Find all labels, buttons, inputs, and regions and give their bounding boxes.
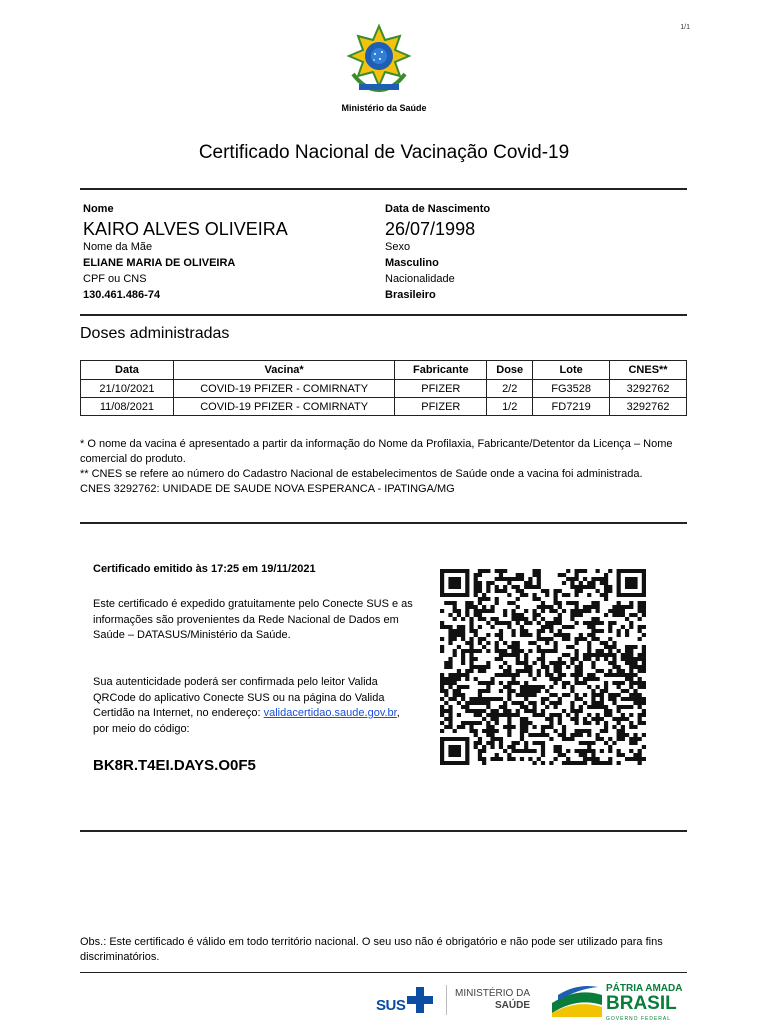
cpf-label: CPF ou CNS <box>83 273 147 285</box>
cell-lot: FD7219 <box>533 398 610 416</box>
authenticity-text-end: , por meio do código: <box>93 707 400 735</box>
authenticity-info <box>93 675 413 737</box>
validation-link[interactable]: validacertidao.saude.gov.br <box>263 707 397 719</box>
name-label: Nome <box>83 203 114 215</box>
validation-code: BK8R.T4EI.DAYS.O0F5 <box>93 757 256 774</box>
certificate-info-text: Este certificado é expedido gratuitamente pelo Conecte SUS e as informações são provenientes da Rede Nacional de Dados em Saúde – DATASUS/Ministério da Saúde. <box>93 598 413 641</box>
qr-code[interactable] <box>440 569 646 765</box>
footnote-vaccine: * O nome da vacina é apresentado a partir da informação do Nome da Profilaxia, Fabricante/Detentor da Licença – Nome comercial do produto. <box>80 438 673 465</box>
certificate-info <box>93 597 413 644</box>
sex-value: Masculino <box>385 257 439 269</box>
brasil-line1: PÁTRIA AMADA <box>606 983 683 994</box>
page-title: Certificado Nacional de Vacinação Covid-19 <box>198 142 570 163</box>
nationality-value: Brasileiro <box>385 289 436 301</box>
cell-lot: FG3528 <box>533 380 610 398</box>
cpf-value: 130.461.486-74 <box>83 289 161 301</box>
col-header-data: Data <box>81 361 174 380</box>
observation-note: Obs.: Este certificado é válido em todo território nacional. O seu uso não é obrigatório e não pode ser utilizado para fins discriminatórios. <box>80 936 663 963</box>
ministry-label: Ministério da Saúde <box>341 103 427 113</box>
cell-date: 21/10/2021 <box>81 380 174 398</box>
footer-divider <box>80 972 687 973</box>
col-header-vacina: Vacina* <box>173 361 395 380</box>
emission-timestamp: Certificado emitido às 17:25 em 19/11/2021 <box>93 563 316 575</box>
birth-date: 26/07/1998 <box>385 219 476 239</box>
ministry-footer-line2: SAÚDE <box>495 1000 531 1011</box>
table-row <box>81 380 687 398</box>
footnote-cnes: ** CNES se refere ao número do Cadastro Nacional de estabelecimentos de Saúde onde a vacina foi administrada. <box>80 468 643 480</box>
table-header-row <box>81 361 687 380</box>
cell-manufacturer: PFIZER <box>395 398 487 416</box>
cell-dose: 1/2 <box>487 398 533 416</box>
brasil-line2: BRASIL <box>606 993 677 1014</box>
doses-table <box>80 360 687 416</box>
birth-label: Data de Nascimento <box>385 203 491 215</box>
cell-cnes: 3292762 <box>610 380 687 398</box>
doses-title: Doses administradas <box>80 325 230 342</box>
authenticity-text: Sua autenticidade poderá ser confirmada pelo leitor Valida QRCode do aplicativo Conecte SUS ou na página do Valida Certidão na Internet, no endereço: <box>93 676 385 719</box>
cell-vaccine: COVID-19 PFIZER - COMIRNATY <box>173 398 395 416</box>
divider <box>80 830 687 832</box>
brasil-logo-text <box>606 983 682 1025</box>
page-number: 1/1 <box>680 24 690 31</box>
ministry-footer <box>455 988 530 1012</box>
cell-manufacturer: PFIZER <box>395 380 487 398</box>
footer-separator <box>446 985 447 1015</box>
footnotes <box>80 437 687 497</box>
divider <box>80 522 687 524</box>
sus-cross-icon <box>407 985 433 1015</box>
cell-cnes: 3292762 <box>610 398 687 416</box>
divider <box>80 314 687 316</box>
divider <box>80 188 687 190</box>
sus-logo-text: SUS <box>376 996 406 1014</box>
ministry-footer-line1: MINISTÉRIO DA <box>455 988 531 999</box>
coat-of-arms-icon <box>345 24 413 96</box>
col-header-lote: Lote <box>533 361 610 380</box>
brasil-flag-icon <box>552 983 602 1017</box>
brasil-line3: GOVERNO FEDERAL <box>606 1016 672 1022</box>
col-header-dose: Dose <box>487 361 533 380</box>
nationality-label: Nacionalidade <box>385 273 455 285</box>
cell-dose: 2/2 <box>487 380 533 398</box>
person-name: KAIRO ALVES OLIVEIRA <box>83 219 288 239</box>
col-header-fabricante: Fabricante <box>395 361 487 380</box>
cell-date: 11/08/2021 <box>81 398 174 416</box>
sex-label: Sexo <box>385 241 411 253</box>
cell-vaccine: COVID-19 PFIZER - COMIRNATY <box>173 380 395 398</box>
col-header-cnes: CNES** <box>610 361 687 380</box>
table-row <box>81 398 687 416</box>
mother-name: ELIANE MARIA DE OLIVEIRA <box>83 257 236 269</box>
sus-logo <box>376 985 433 1015</box>
footnote-cnes-unit: CNES 3292762: UNIDADE DE SAUDE NOVA ESPERANCA - IPATINGA/MG <box>80 483 455 495</box>
mother-label: Nome da Mãe <box>83 241 153 253</box>
